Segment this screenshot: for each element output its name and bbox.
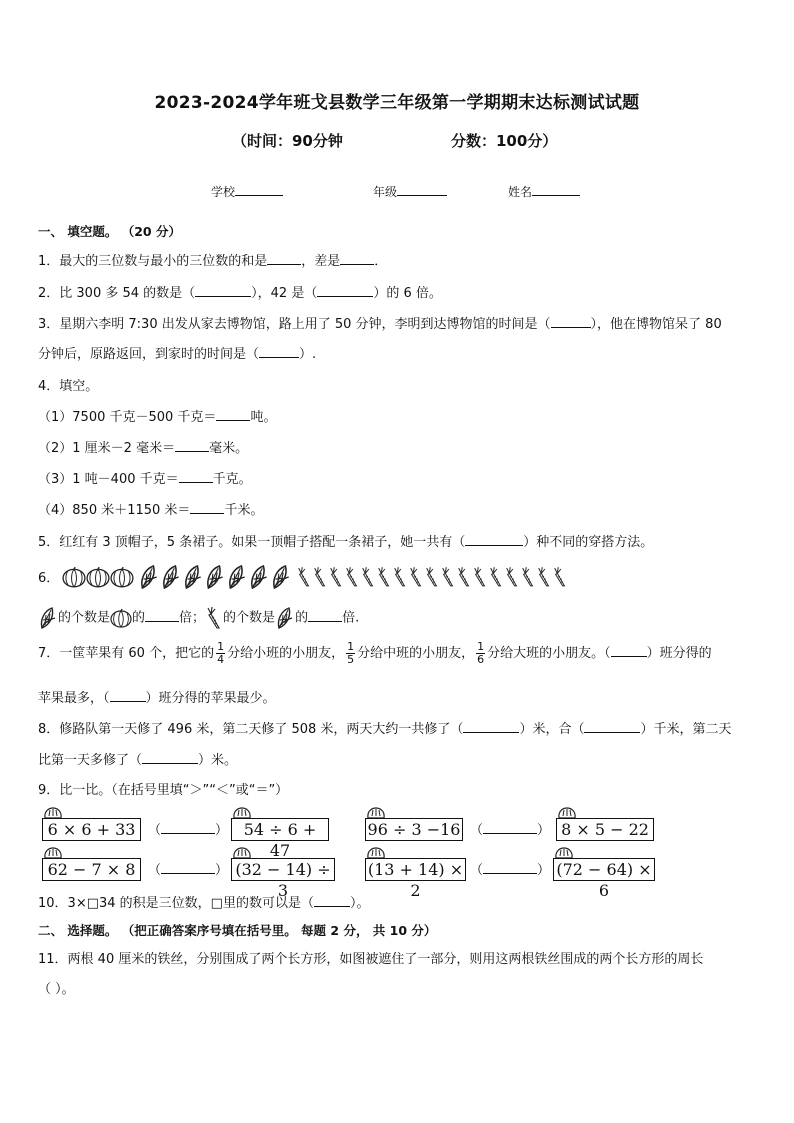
answer-blank[interactable]	[317, 296, 373, 297]
answer-blank[interactable]	[190, 513, 224, 514]
answer-blank[interactable]	[259, 357, 299, 358]
corn-icon	[182, 563, 204, 595]
corn-row	[138, 563, 292, 595]
question-4: 4．填空。	[38, 379, 99, 394]
question-11-line-1: 11．两根 40 厘米的铁丝，分别围成了两个长方形，如图被遮住了一部分，则用这两根铁丝围成的两个长方形的周长	[38, 952, 704, 967]
answer-blank[interactable]	[314, 906, 350, 907]
question-10: 10．3×□34 的积是三位数，□里的数可以是（ ）。	[38, 896, 370, 911]
corn-icon	[248, 563, 270, 595]
expression-box: 8 × 5 − 22	[556, 818, 654, 841]
name-field[interactable]	[508, 183, 580, 200]
answer-blank[interactable]	[195, 296, 251, 297]
question-9: 9．比一比。（在括号里填“＞”“＜”或“＝”）	[38, 783, 289, 798]
carrot-row	[296, 563, 568, 595]
fraction-one-quarter: $\frac{1}{4}$	[217, 640, 225, 666]
exam-time: （时间：90分钟	[232, 132, 343, 150]
expression-box: 96 ÷ 3 −16	[365, 818, 463, 841]
question-5: 5．红红有 3 顶帽子，5 条裙子。如果一顶帽子搭配一条裙子，她一共有（ ）种不同的穿搭方法。	[38, 535, 654, 550]
fraction-one-sixth: $\frac{1}{6}$	[477, 640, 485, 666]
answer-blank[interactable]	[463, 732, 519, 733]
expression-box: (72 − 64) × 6	[553, 858, 655, 881]
answer-blank[interactable]	[110, 701, 146, 702]
comparison-blank[interactable]: （ ）	[470, 823, 551, 838]
carrot-icon	[376, 563, 392, 595]
question-1: 1．最大的三位数与最小的三位数的和是 ，差是 ．	[38, 254, 388, 269]
question-7-line-2: 苹果最多，（ ）班分得的苹果最少。	[38, 691, 276, 706]
answer-blank[interactable]	[611, 656, 647, 657]
pumpkin-icon	[110, 566, 134, 592]
pumpkin-row	[62, 566, 134, 592]
question-6-text: 的个数是 的 倍； 的个数是 的 倍.	[38, 606, 359, 630]
expression-box: 54 ÷ 6 + 47	[231, 818, 329, 841]
expression-box: (13 + 14) × 2	[365, 858, 466, 881]
comparison-blank[interactable]: （ ）	[470, 863, 551, 878]
pumpkin-icon	[110, 608, 132, 628]
corn-icon	[38, 606, 58, 630]
question-4-1: （1）7500 千克－500 千克＝ 吨。	[38, 410, 277, 425]
answer-blank[interactable]	[179, 482, 213, 483]
exam-score: 分数：100分）	[451, 132, 558, 150]
question-2: 2．比 300 多 54 的数是（ ），42 是（ ）的 6 倍。	[38, 286, 442, 301]
corn-icon	[226, 563, 248, 595]
answer-blank[interactable]	[142, 763, 198, 764]
carrot-icon	[296, 563, 312, 595]
comparison-blank[interactable]: （ ）	[148, 863, 229, 878]
carrot-icon	[312, 563, 328, 595]
expression-box: (32 − 14) ÷ 3	[231, 858, 335, 881]
carrot-icon	[552, 563, 568, 595]
carrot-icon	[424, 563, 440, 595]
pumpkin-icon	[62, 566, 86, 592]
carrot-icon	[392, 563, 408, 595]
question-6-label: 6．	[38, 571, 60, 586]
carrot-icon	[472, 563, 488, 595]
school-field[interactable]	[211, 183, 283, 200]
carrot-icon	[205, 606, 223, 630]
grade-label: 年级	[373, 185, 398, 199]
corn-icon	[204, 563, 226, 595]
carrot-icon	[488, 563, 504, 595]
carrot-icon	[360, 563, 376, 595]
question-11-line-2: （ ）。	[38, 982, 75, 997]
page-title: 2023-2024学年班戈县数学三年级第一学期期末达标测试试题	[154, 93, 640, 113]
question-6-pictures	[62, 563, 568, 595]
carrot-icon	[344, 563, 360, 595]
pumpkin-icon	[86, 566, 110, 592]
comparison-blank[interactable]: （ ）	[148, 823, 229, 838]
carrot-icon	[440, 563, 456, 595]
answer-blank[interactable]	[175, 451, 209, 452]
answer-blank[interactable]	[340, 264, 374, 265]
corn-icon	[160, 563, 182, 595]
question-8-line-1: 8．修路队第一天修了 496 米，第二天修了 508 米，两天大约一共修了（ ）米，合（ ）千米，第二天	[38, 722, 732, 737]
answer-blank[interactable]	[216, 420, 250, 421]
school-label: 学校	[211, 185, 236, 199]
carrot-icon	[456, 563, 472, 595]
answer-blank[interactable]	[145, 621, 179, 622]
answer-blank[interactable]	[584, 732, 640, 733]
question-4-4: （4）850 米＋1150 米＝ 千米。	[38, 503, 264, 518]
carrot-icon	[408, 563, 424, 595]
section-1-heading: 一、 填空题。 （20 分）	[38, 224, 181, 239]
fraction-one-fifth: $\frac{1}{5}$	[347, 640, 355, 666]
expression-box: 6 × 6 + 33	[42, 818, 141, 841]
answer-blank[interactable]	[465, 545, 523, 546]
section-2-heading: 二、 选择题。 （把正确答案序号填在括号里。 每题 2 分， 共 10 分）	[38, 923, 437, 938]
carrot-icon	[328, 563, 344, 595]
question-4-3: （3）1 吨－400 千克＝ 千克。	[38, 472, 252, 487]
carrot-icon	[536, 563, 552, 595]
name-label: 姓名	[508, 185, 533, 199]
grade-field[interactable]	[373, 183, 447, 200]
answer-blank[interactable]	[308, 621, 342, 622]
question-4-2: （2）1 厘米－2 毫米＝ 毫米。	[38, 441, 249, 456]
carrot-icon	[520, 563, 536, 595]
corn-icon	[275, 606, 295, 630]
question-8-line-2: 比第一天多修了（ ）米。	[38, 753, 238, 768]
expression-box: 62 − 7 × 8	[42, 858, 141, 881]
question-3-line-2: 分钟后，原路返回，到家时的时间是（ ）.	[38, 347, 317, 362]
answer-blank[interactable]	[551, 327, 591, 328]
carrot-icon	[504, 563, 520, 595]
question-3-line-1: 3．星期六李明 7:30 出发从家去博物馆，路上用了 50 分钟，李明到达博物馆的时间是（ ），他在博物馆呆了 80	[38, 317, 722, 332]
answer-blank[interactable]	[267, 264, 301, 265]
corn-icon	[138, 563, 160, 595]
question-7-line-1: 7．一筐苹果有 60 个，把它的 $\frac{1}{4}$ 分给小班的小朋友， $\frac{1}{5}$ 分给中班的小朋友， $\frac{1}{6}$ 分给大班的小朋友。（ ）班分得的	[38, 640, 712, 666]
corn-icon	[270, 563, 292, 595]
